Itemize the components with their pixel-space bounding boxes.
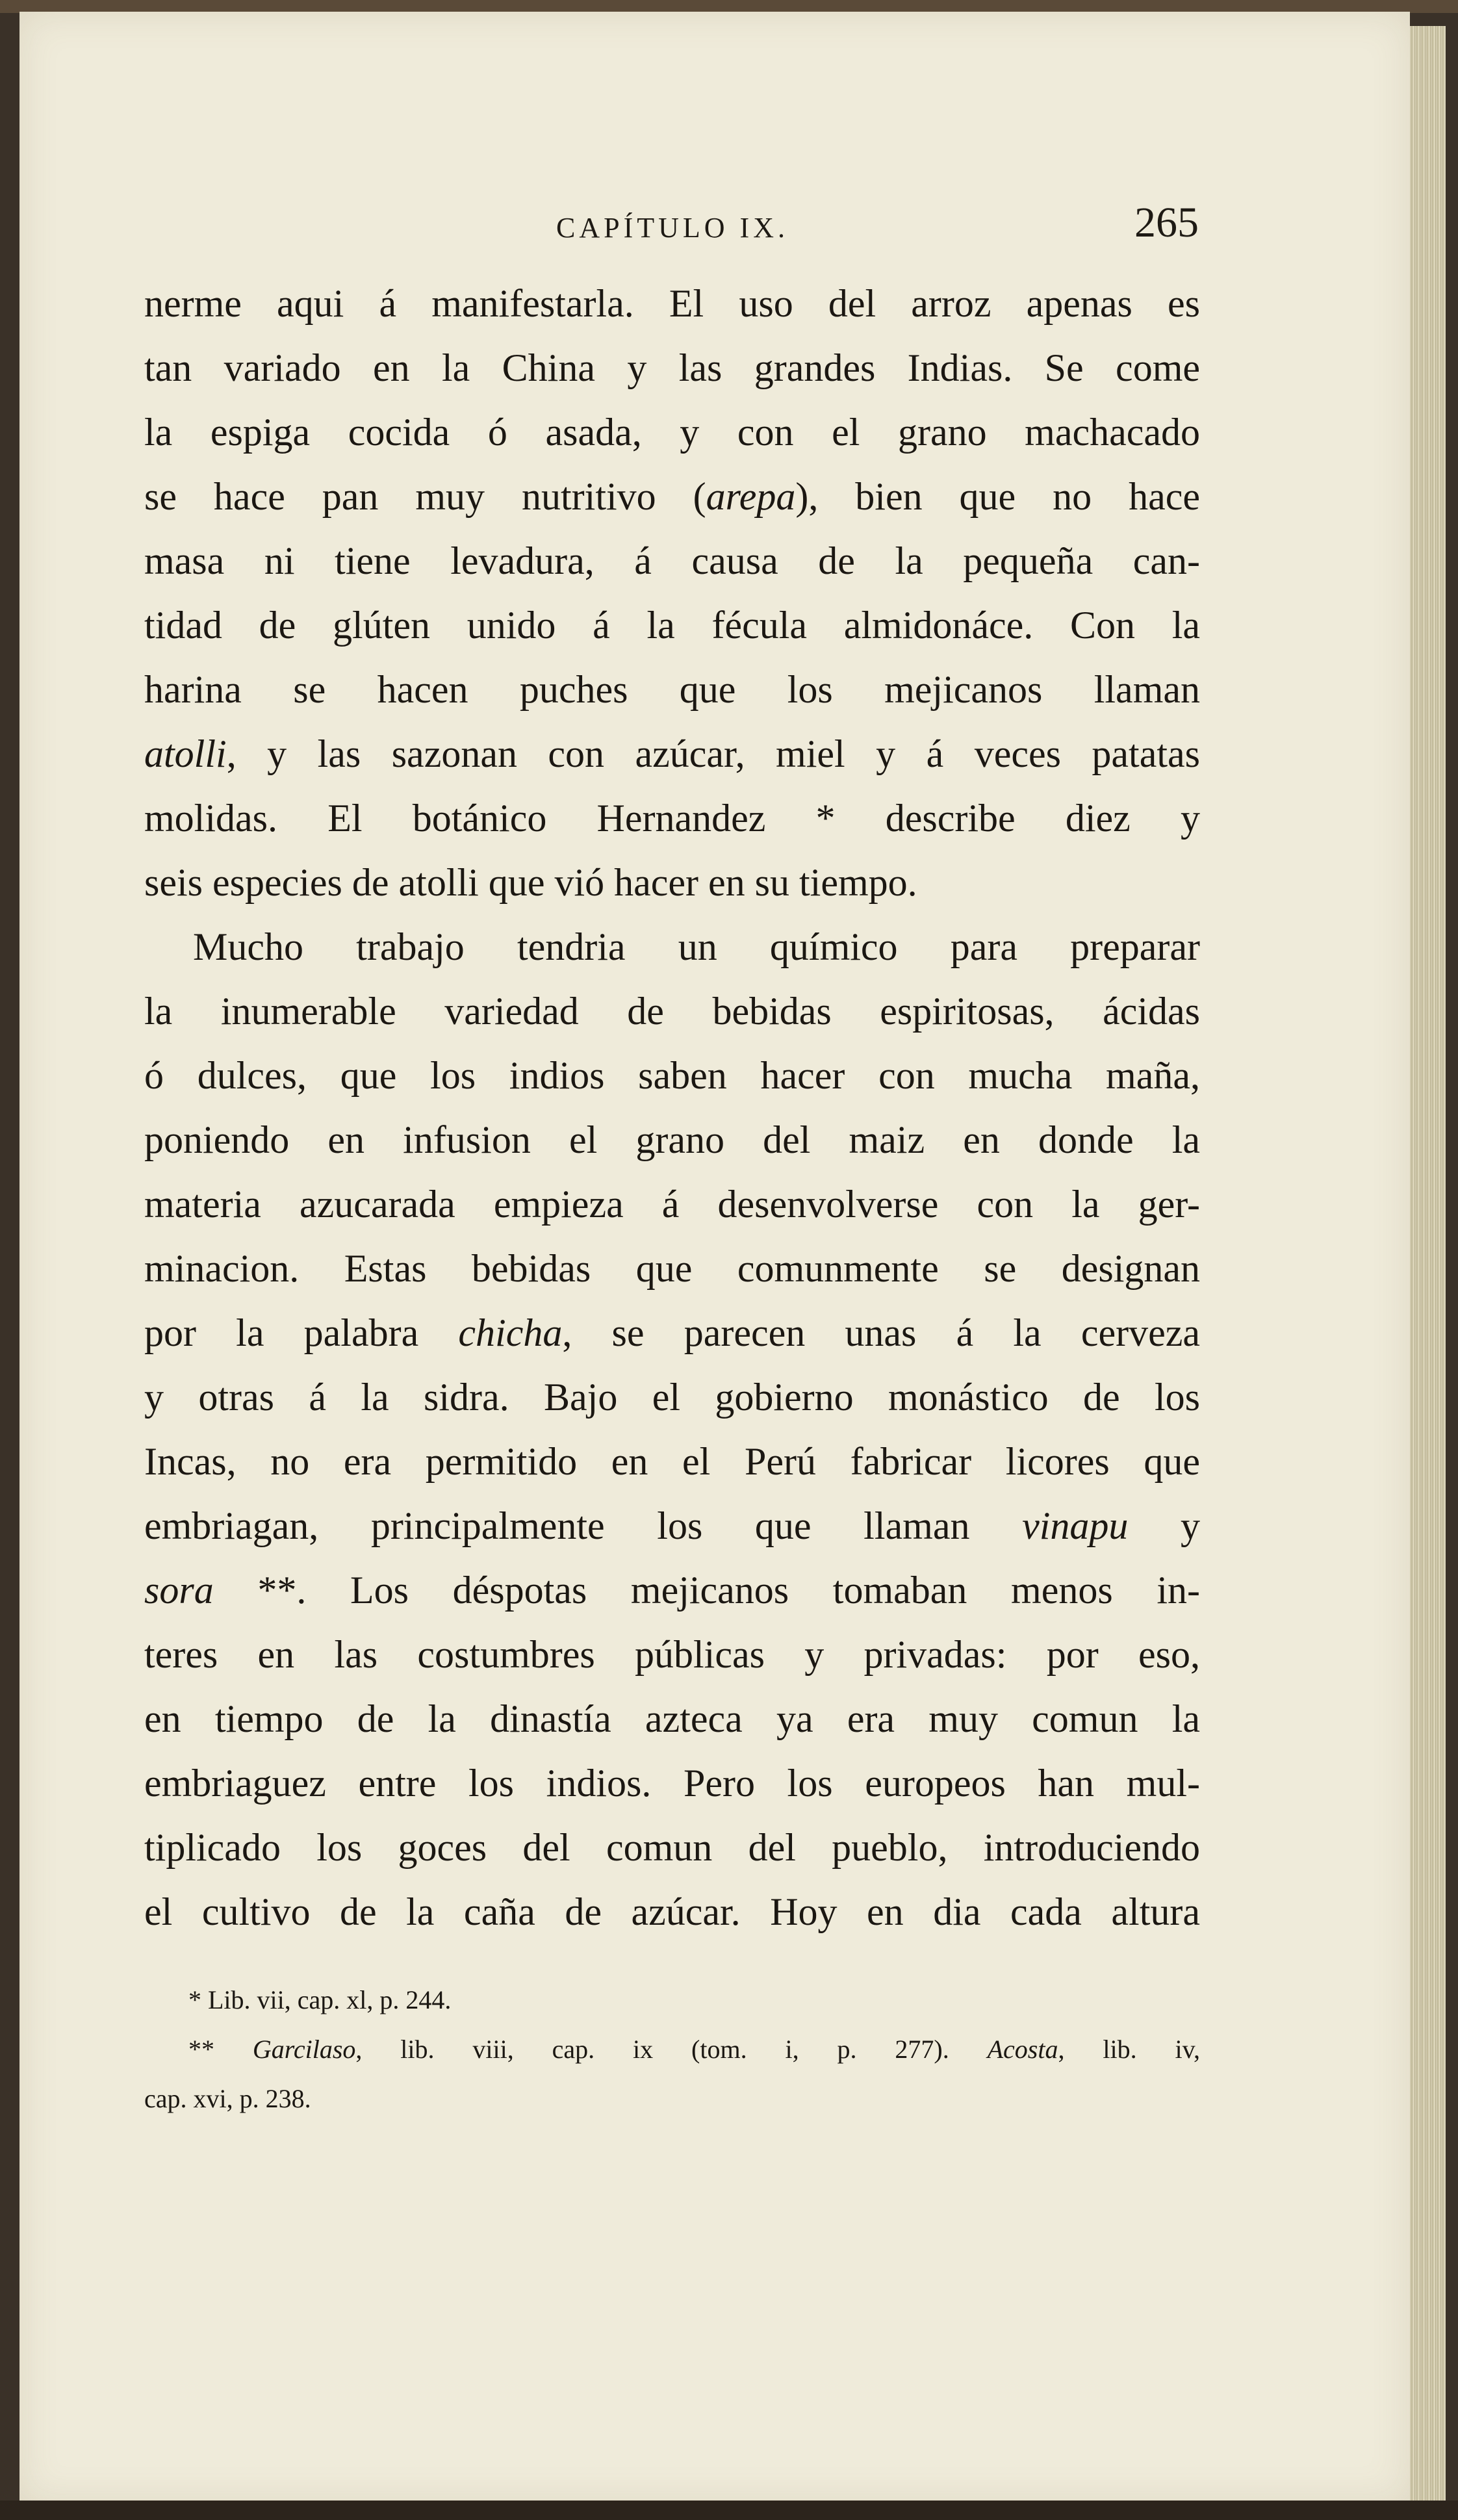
running-head: CAPÍTULO IX. bbox=[556, 212, 789, 244]
footnote-2-ref: , lib. viii, cap. ix (tom. i, p. 277). bbox=[355, 2035, 988, 2064]
italic-term: arepa bbox=[706, 475, 796, 518]
text-run: por la palabra bbox=[144, 1311, 459, 1354]
text-line: masa ni tiene levadura, á causa de la pequeña can- bbox=[144, 539, 1200, 582]
text-line: materia azucarada empieza á desenvolverse con la ger- bbox=[144, 1183, 1200, 1226]
text-line: el cultivo de la caña de azúcar. Hoy en dia cada altura bbox=[144, 1890, 1200, 1933]
text-line: molidas. El botánico Hernandez * describe diez y bbox=[144, 797, 1200, 840]
page-header bbox=[146, 198, 1199, 263]
text-line: nerme aqui á manifestarla. El uso del arroz apenas es bbox=[144, 282, 1200, 325]
text-line: la espiga cocida ó asada, y con el grano machacado bbox=[144, 411, 1200, 454]
text-line: Incas, no era permitido en el Perú fabricar licores que bbox=[144, 1440, 1200, 1483]
text-line: minacion. Estas bebidas que comunmente se designan bbox=[144, 1247, 1200, 1290]
footnote-2-author-1: Garcilaso bbox=[252, 2035, 356, 2064]
text-run: , y las sazonan con azúcar, miel y á veces patatas bbox=[226, 732, 1200, 775]
footnote-2 bbox=[144, 2025, 1200, 2074]
text-line: tan variado en la China y las grandes Indias. Se come bbox=[144, 346, 1200, 389]
text-run: se hace pan muy nutritivo ( bbox=[144, 475, 706, 518]
text-line bbox=[144, 465, 1200, 529]
scan-bottom-border bbox=[0, 2501, 1458, 2520]
page-edges bbox=[1410, 26, 1446, 2502]
text-line bbox=[144, 1494, 1200, 1558]
footnote-2-marker: ** bbox=[188, 2035, 253, 2064]
text-run: y bbox=[1128, 1504, 1200, 1547]
text-line bbox=[144, 1558, 1200, 1623]
text-line: en tiempo de la dinastía azteca ya era muy comun la bbox=[144, 1697, 1200, 1740]
italic-term: atolli bbox=[144, 732, 227, 775]
body-text bbox=[144, 272, 1200, 1944]
italic-term: chicha bbox=[458, 1311, 563, 1354]
text-line bbox=[144, 1301, 1200, 1365]
text-run: **. Los déspotas mejicanos tomaban menos in- bbox=[213, 1569, 1200, 1612]
text-line: Mucho trabajo tendria un químico para preparar bbox=[193, 925, 1200, 968]
text-run: ), bien que no hace bbox=[795, 475, 1200, 518]
text-line bbox=[144, 722, 1200, 786]
text-line: y otras á la sidra. Bajo el gobierno monástico de los bbox=[144, 1376, 1200, 1419]
footnote-2-author-2: Acosta bbox=[987, 2035, 1058, 2064]
text-line: harina se hacen puches que los mejicanos llaman bbox=[144, 668, 1200, 711]
text-line: la inumerable variedad de bebidas espiritosas, ácidas bbox=[144, 990, 1200, 1033]
text-line: seis especies de atolli que vió hacer en su tiempo. bbox=[144, 861, 917, 904]
text-run: embriagan, principalmente los que llaman bbox=[144, 1504, 1023, 1547]
scan-top-border bbox=[0, 0, 1458, 13]
footnote-1: * Lib. vii, cap. xl, p. 244. bbox=[188, 1985, 452, 2014]
italic-term: vinapu bbox=[1022, 1504, 1129, 1547]
footnotes bbox=[144, 1975, 1200, 2124]
text-line: tiplicado los goces del comun del pueblo, introduciendo bbox=[144, 1826, 1200, 1869]
text-line: tidad de glúten unido á la fécula almidonáce. Con la bbox=[144, 604, 1200, 647]
footnote-2-continued: cap. xvi, p. 238. bbox=[144, 2084, 311, 2113]
page-number: 265 bbox=[1134, 199, 1199, 246]
text-line: teres en las costumbres públicas y privadas: por eso, bbox=[144, 1633, 1200, 1676]
text-line: ó dulces, que los indios saben hacer con mucha maña, bbox=[144, 1054, 1200, 1097]
italic-term: sora bbox=[144, 1569, 214, 1612]
text-line: poniendo en infusion el grano del maiz en donde la bbox=[144, 1118, 1200, 1161]
text-line: embriaguez entre los indios. Pero los europeos han mul- bbox=[144, 1762, 1200, 1805]
text-run: , se parecen unas á la cerveza bbox=[562, 1311, 1200, 1354]
footnote-2-end: , lib. iv, bbox=[1058, 2035, 1200, 2064]
